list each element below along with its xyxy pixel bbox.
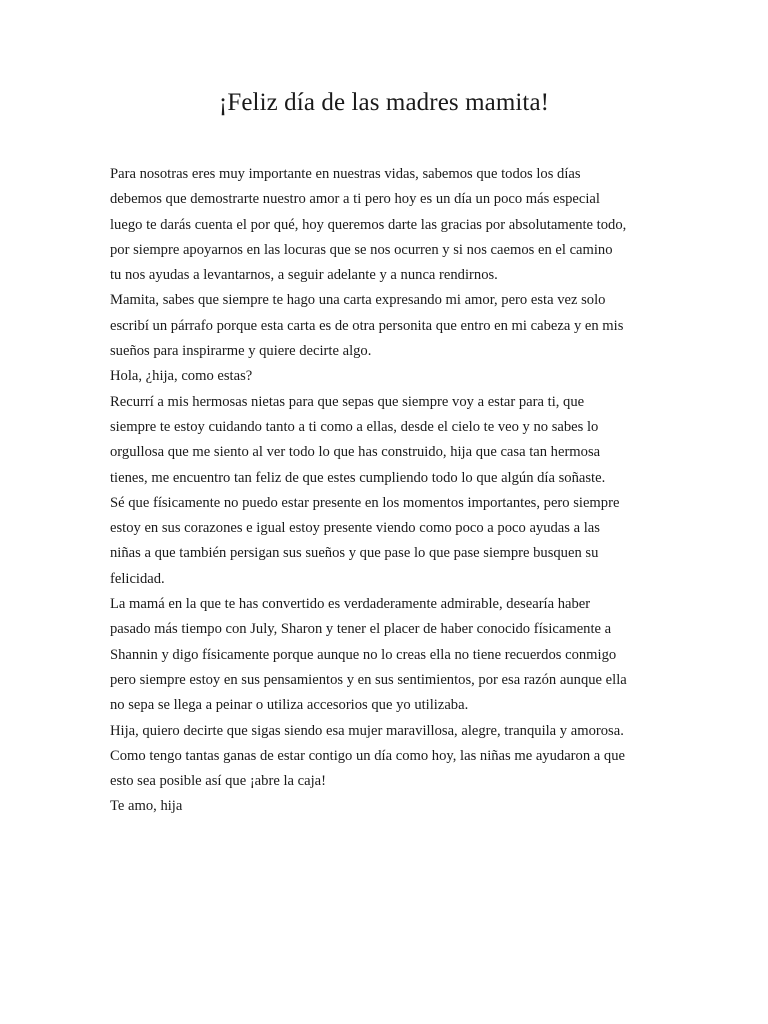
text-line: por siempre apoyarnos en las locuras que se nos ocurren y si nos caemos en el camino <box>110 241 613 258</box>
text-line: estoy en sus corazones e igual estoy presente viendo como poco a poco ayudas a las <box>110 520 600 537</box>
text-line: siempre te estoy cuidando tanto a ti como a ellas, desde el cielo te veo y no sabes lo <box>110 418 599 435</box>
text-line: Recurrí a mis hermosas nietas para que sepas que siempre voy a estar para ti, que <box>110 393 585 410</box>
signature-line: Te amo, hija <box>110 798 183 815</box>
text-line: debemos que demostrarte nuestro amor a ti pero hoy es un día un poco más especial <box>110 191 600 208</box>
text-line: Hola, ¿hija, como estas? <box>110 368 253 385</box>
text-line: tu nos ayudas a levantarnos, a seguir adelante y a nunca rendirnos. <box>110 267 498 284</box>
text-line: felicidad. <box>110 570 165 587</box>
text-line: Sé que físicamente no puedo estar presente en los momentos importantes, pero siempre <box>110 494 620 511</box>
text-line: tienes, me encuentro tan feliz de que estes cumpliendo todo lo que algún día soñaste. <box>110 469 606 486</box>
text-line: Como tengo tantas ganas de estar contigo un día como hoy, las niñas me ayudaron a que <box>110 747 625 764</box>
document-title: ¡Feliz día de las madres mamita! <box>218 89 550 116</box>
text-line: no sepa se llega a peinar o utiliza accesorios que yo utilizaba. <box>110 697 469 714</box>
text-line: escribí un párrafo porque esta carta es de otra personita que entro en mi cabeza y en mis <box>110 317 624 334</box>
text-line: pasado más tiempo con July, Sharon y tener el placer de haber conocido físicamente a <box>110 621 612 638</box>
text-line: sueños para inspirarme y quiere decirte algo. <box>110 343 372 360</box>
text-line: La mamá en la que te has convertido es verdaderamente admirable, desearía haber <box>110 596 591 613</box>
text-line: esto sea posible así que ¡abre la caja! <box>110 773 326 790</box>
text-line: luego te darás cuenta el por qué, hoy queremos darte las gracias por absolutamente todo, <box>110 216 627 233</box>
text-line: pero siempre estoy en sus pensamientos y en sus sentimientos, por esa razón aunque ella <box>110 671 627 688</box>
text-line: orgullosa que me siento al ver todo lo que has construido, hija que casa tan hermosa <box>110 444 601 461</box>
text-line: niñas a que también persigan sus sueños y que pase lo que pase siempre busquen su <box>110 545 599 562</box>
text-line: Shannin y digo físicamente porque aunque no lo creas ella no tiene recuerdos conmigo <box>110 646 617 663</box>
text-line: Mamita, sabes que siempre te hago una carta expresando mi amor, pero esta vez solo <box>110 292 606 309</box>
letter-body <box>110 162 662 820</box>
text-line: Hija, quiero decirte que sigas siendo esa mujer maravillosa, alegre, tranquila y amorosa. <box>110 722 624 739</box>
text-line: Para nosotras eres muy importante en nuestras vidas, sabemos que todos los días <box>110 166 581 182</box>
